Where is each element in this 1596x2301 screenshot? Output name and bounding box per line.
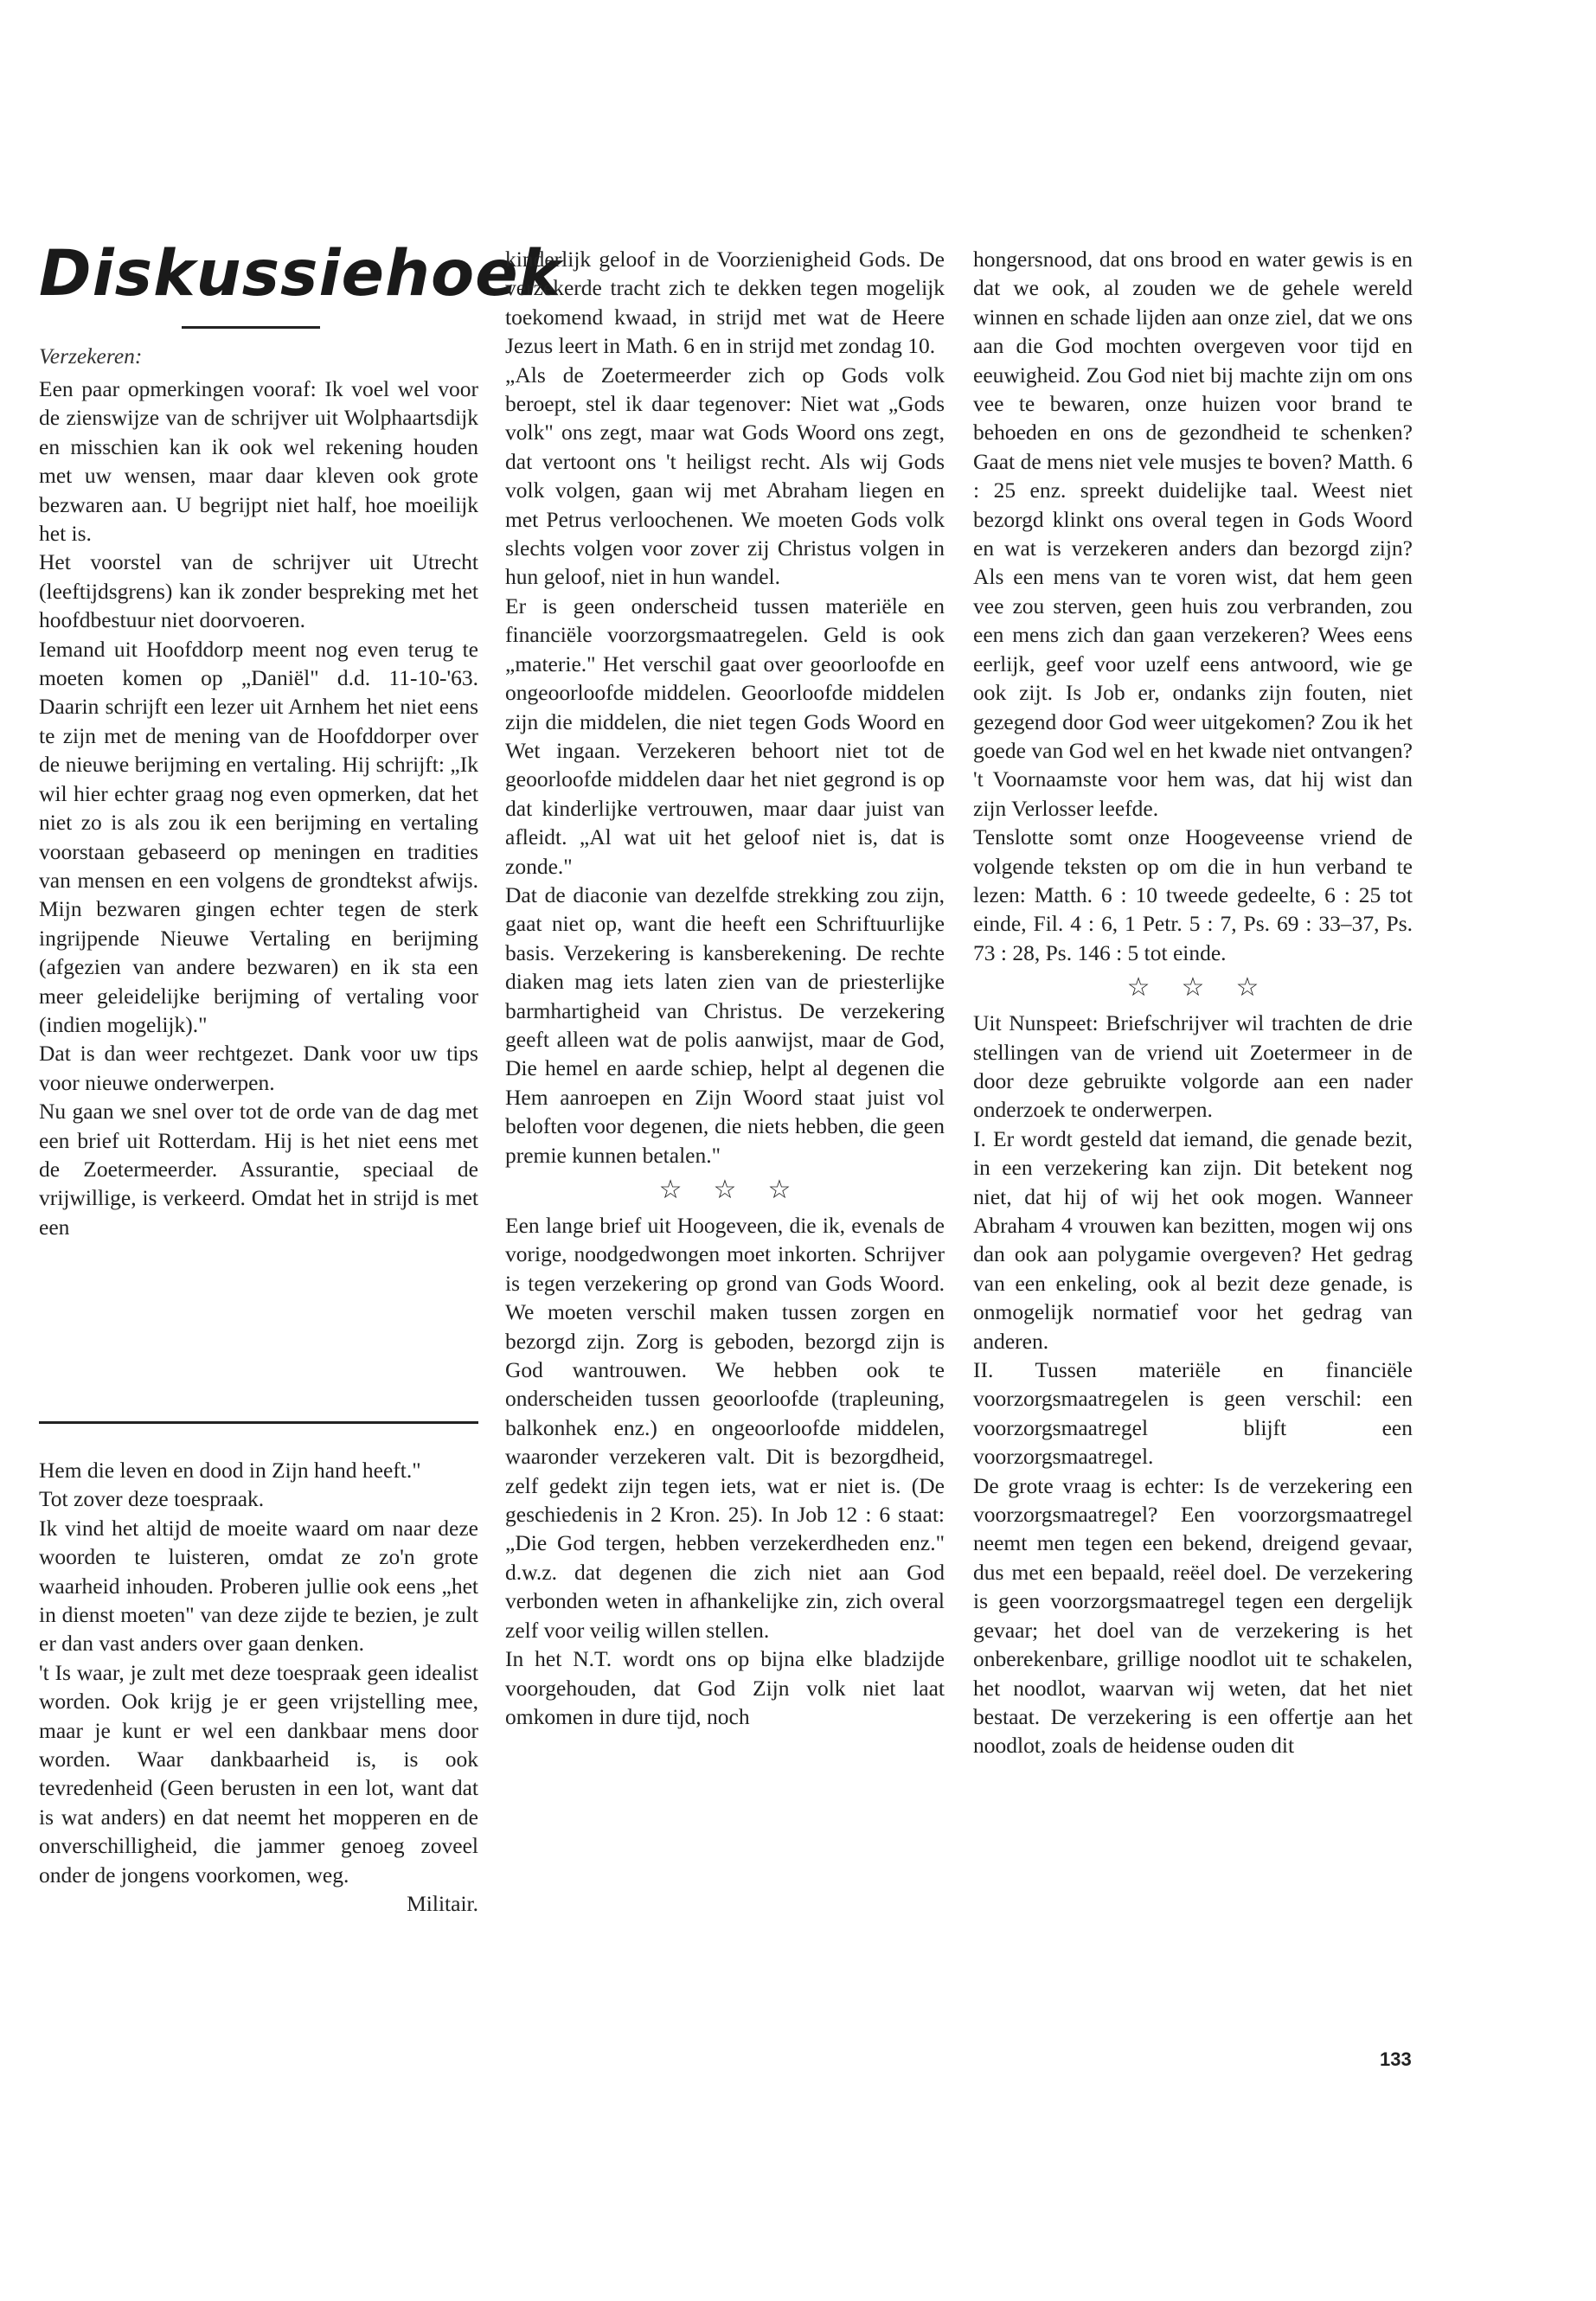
signature: Militair.	[407, 1891, 478, 1917]
section-subtitle: Verzekeren:	[39, 343, 143, 369]
paragraph: Een lange brief uit Hoogeveen, die ik, evenals de vorige, noodgedwongen moet inkorten. Schrijver is tegen verzekering op grond van Gods Woord. We moeten verschil maken tussen zorgen en bezorgd zijn. Zorg is geboden, bezorgd zijn is God wantrouwen. We hebben ook te onderscheiden tussen geoorloofde (trapleuning, balkonhek enz.) en ongeoorloofde middelen, waaronder verzekeren valt. Dit is bezorgdheid, zelf gedekt zijn tegen iets, wat er niet is. (De geschiedenis in 2 Kron. 25). In Job 12 : 6 staat: „Die God tergen, hebben verzekerdheden enz." d.w.z. dat degenen die zich niet aan God verbonden weten in afhankelijke zin, zich overal zelf voor veilig willen stellen.	[505, 1213, 945, 1643]
paragraph: Dat de diaconie van dezelfde strekking zou zijn, gaat niet op, want die heeft een Schriftuurlijke basis. Verzekering is kansberekening. De rechte diaken mag iets laten zien van de priesterlijke barmhartigheid van Christus. De verzekering geeft alleen wat de polis aanwijst, maar de God, Die hemel en aarde schiep, helpt al degenen die Hem aanroepen en Zijn Woord staat juist vol beloften voor degenen, die niets hebben, die geen premie kunnen betalen."	[505, 881, 945, 1168]
column-1-continued	[39, 1456, 478, 1919]
paragraph: Het voorstel van de schrijver uit Utrecht (leeftijdsgrens) kan ik zonder bespreking met het hoofdbestuur niet doorvoeren.	[39, 549, 478, 633]
paragraph: Ik vind het altijd de moeite waard om naar deze woorden te luisteren, omdat ze zo'n grote waarheid inhouden. Proberen jullie ook eens „het in dienst moeten" van deze zijde te bezien, je zult er dan vast anders over gaan denken.	[39, 1515, 478, 1657]
paragraph: Een paar opmerkingen vooraf: Ik voel wel voor de zienswijze van de schrijver uit Wolphaartsdijk en misschien kan ik ook wel rekening houden met uw wensen, maar daar kleven ook grote bezwaren aan. U begrijpt niet half, hoe moeilijk het is.	[39, 376, 478, 547]
paragraph: II. Tussen materiële en financiële voorzorgsmaatregelen is geen verschil: een voorzorgsmaatregel blijft een voorzorgsmaatregel.	[973, 1357, 1413, 1470]
paragraph: In het N.T. wordt ons op bijna elke bladzijde voorgehouden, dat God Zijn volk niet laat omkomen in dure tijd, noch	[505, 1646, 945, 1729]
paragraph: 't Is waar, je zult met deze toespraak geen idealist worden. Ook krijg je er geen vrijstelling mee, maar je kunt er wel een dankbaar mens door worden. Waar dankbaarheid is, is ook tevredenheid (Geen berusten in een lot, want dat is wat anders) en dat neemt het mopperen en de onverschilligheid, die jammer genoeg zoveel onder de jongens voorkomen, weg.	[39, 1659, 478, 1888]
paragraph: kinderlijk geloof in de Voorzienigheid Gods. De verzekerde tracht zich te dekken tegen mogelijk toekomend kwaad, in strijd met wat de Heere Jezus leert in Math. 6 en in strijd met zondag 10.	[505, 247, 945, 359]
paragraph: Uit Nunspeet: Briefschrijver wil trachten de drie stellingen van de vriend uit Zoetermeer in de door deze gebruikte volgorde aan een nader onderzoek te onderwerpen.	[973, 1010, 1413, 1123]
column-1	[39, 375, 478, 1241]
paragraph: hongersnood, dat ons brood en water gewis is en dat we ook, al zouden we de gehele wereld winnen en schade lijden aan onze ziel, dat we ons aan die God mochten overgeven voor tijd en eeuwigheid. Zou God niet bij machte zijn om ons vee te bewaren, onze huizen voor brand te behoeden en ons de gezondheid te schenken? Gaat de mens niet vele musjes te boven? Matth. 6 : 25 enz. spreekt duidelijke taal. Weest niet bezorgd klinkt ons overal tegen in Gods Woord en wat is verzekeren anders dan bezorgd zijn? Als een mens van te voren wist, dat hem geen vee zou sterven, geen huis zou verbranden, zou een mens zich dan gaan verzekeren? Wees eens eerlijk, geef voor uzelf eens antwoord, wie ge ook zijt. Is Job er, ondanks zijn fouten, niet gezegend door God weer uitgekomen? Zou ik het goede van God wel en het kwade niet ontvangen? 't Voornaamste voor hem was, dat hij wist dan zijn Verlosser leefde.	[973, 247, 1413, 821]
column-3	[973, 245, 1413, 1760]
column-2	[505, 245, 945, 1731]
page-number: 133	[1380, 2048, 1412, 2070]
paragraph: Iemand uit Hoofddorp meent nog even terug te moeten komen op „Daniël" d.d. 11-10-'63. Daarin schrijft een lezer uit Arnhem het niet eens te zijn met de mening van de Hoofddorper over de nieuwe berijming en vertaling. Hij schrijft: „Ik wil hier echter graag nog even opmerken, dat het niet zo is als zou ik een berijming en vertaling voorstaan gebaseerd op meningen en tradities van mensen en een volgens de grondtekst afwijs. Mijn bezwaren gingen echter tegen de sterk ingrijpende Nieuwe Vertaling en berijming (afgezien van andere bezwaren) en ik sta een meer geleidelijke berijming of vertaling voor (indien mogelijk)."	[39, 636, 478, 1037]
paragraph: Tot zover deze toespraak.	[39, 1486, 265, 1512]
page-title: Diskussiehoek	[39, 237, 562, 311]
title-underline	[182, 326, 320, 329]
paragraph: Nu gaan we snel over tot de orde van de dag met een brief uit Rotterdam. Hij is het niet eens met de Zoetermeerder. Assurantie, speciaal de vrijwillige, is verkeerd. Omdat het in strijd is met een	[39, 1099, 478, 1240]
paragraph: De grote vraag is echter: Is de verzekering een voorzorgsmaatregel? Een voorzorgsmaatregel neemt men tegen een bekend, dreigend gevaar, dus met een bepaald, reëel doel. De verzekering is geen voorzorgsmaatregel tegen een dergelijk gevaar; het doel van de verzekering is het onberekenbare, grillige noodlot uit te schakelen, het noodlot, waarvan wij weten, dat het niet bestaat. De verzekering is een offertje aan het noodlot, zoals de heidense ouden dit	[973, 1472, 1413, 1759]
paragraph: Tenslotte somt onze Hoogeveense vriend de volgende teksten op om die in hun verband te lezen: Matth. 6 : 10 tweede gedeelte, 6 : 25 tot einde, Fil. 4 : 6, 1 Petr. 5 : 7, Ps. 69 : 33–37, Ps. 73 : 28, Ps. 146 : 5 tot einde.	[973, 824, 1413, 965]
section-divider	[39, 1421, 478, 1424]
paragraph: „Als de Zoetermeerder zich op Gods volk beroept, stel ik daar tegenover: Niet wat „Gods volk" ons zegt, maar wat Gods Woord ons zegt, dat vertoont ons 't heiligst recht. Als wij Gods volk volgen, gaan wij met Abraham liegen en met Petrus verloochenen. We moeten Gods volk slechts volgen voor zover zij Christus volgen in hun geloof, niet in hun wandel.	[505, 362, 945, 590]
paragraph: Dat is dan weer rechtgezet. Dank voor uw tips voor nieuwe onderwerpen.	[39, 1041, 478, 1095]
star-separator-icon: ☆☆☆	[658, 1176, 823, 1204]
paragraph: I. Er wordt gesteld dat iemand, die genade bezit, in een verzekering kan zijn. Dit betekent nog niet, dat hij of wij het ook mogen. Wanneer Abraham 4 vrouwen kan bezitten, mogen wij ons dan ook aan polygamie overgeven? Het gedrag van een enkeling, ook al bezit deze genade, is onmogelijk normatief voor het gedrag van anderen.	[973, 1125, 1413, 1354]
paragraph: Hem die leven en dood in Zijn hand heeft."	[39, 1458, 421, 1483]
paragraph: Er is geen onderscheid tussen materiële en financiële voorzorgsmaatregelen. Geld is ook „materie." Het verschil gaat over geoorloofde en ongeoorloofde middelen. Geoorloofde middelen zijn die middelen, die niet tegen Gods Woord en Wet ingaan. Verzekeren behoort niet tot de geoorloofde middelen daar het niet gegrond is op dat kinderlijke vertrouwen, maar daar juist van afleidt. „Al wat uit het geloof niet is, dat is zonde."	[505, 593, 945, 879]
star-separator-icon: ☆☆☆	[1126, 973, 1291, 1003]
